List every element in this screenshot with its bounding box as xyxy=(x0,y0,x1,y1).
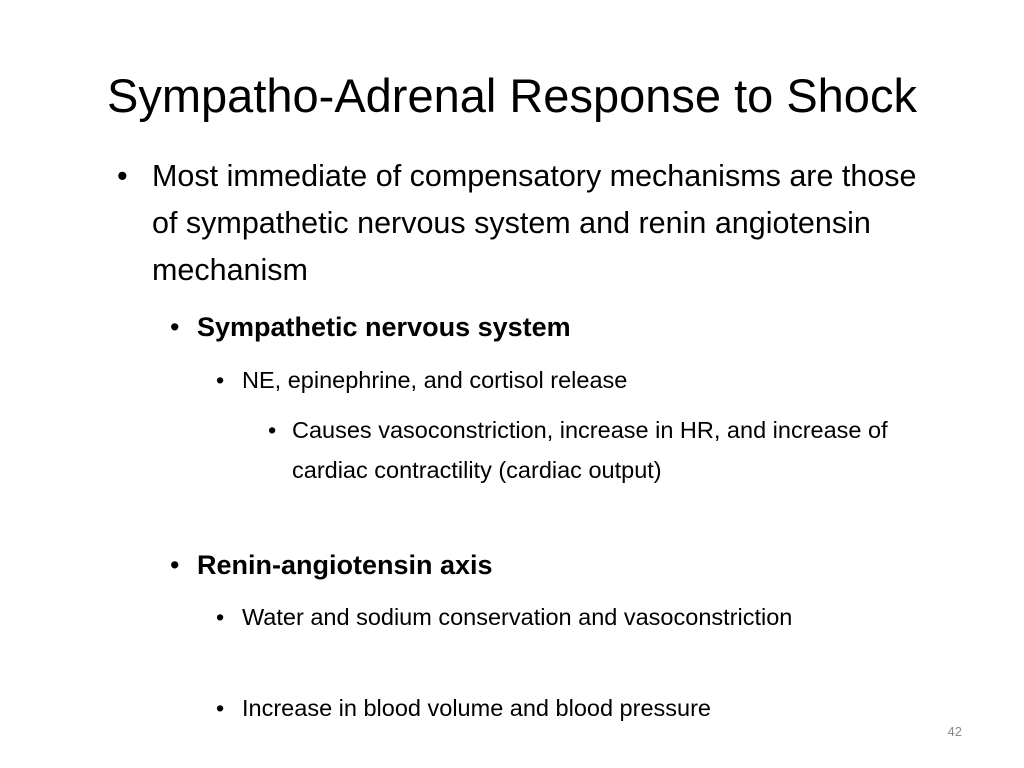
bullet-marker: • xyxy=(216,604,225,630)
bullet-text: NE, epinephrine, and cortisol release xyxy=(242,367,628,393)
slide-number: 42 xyxy=(947,724,962,739)
bullet-text: Causes vasoconstriction, increase in HR, and increase of cardiac contractility (cardiac output) xyxy=(292,417,888,483)
bullet-level-3 xyxy=(216,360,876,401)
bullet-marker: • xyxy=(216,695,225,721)
bullet-text: Renin-angiotensin axis xyxy=(197,550,493,580)
bullet-text: Most immediate of compensatory mechanisms are those of sympathetic nervous system and renin angiotensin mechanism xyxy=(152,159,917,287)
bullet-level-4 xyxy=(268,410,918,490)
bullet-marker: • xyxy=(117,159,128,193)
bullet-text: Water and sodium conservation and vasoconstriction xyxy=(242,604,793,630)
bullet-text: Sympathetic nervous system xyxy=(197,312,571,342)
bullet-marker: • xyxy=(170,312,180,342)
bullet-level-2 xyxy=(170,545,870,585)
bullet-marker: • xyxy=(268,417,277,443)
bullet-level-3 xyxy=(216,597,876,638)
bullet-level-1 xyxy=(117,153,917,294)
bullet-text: Increase in blood volume and blood pressure xyxy=(242,695,711,721)
bullet-level-3 xyxy=(216,688,876,729)
slide-title: Sympatho-Adrenal Response to Shock xyxy=(107,69,917,122)
bullet-marker: • xyxy=(170,550,180,580)
bullet-level-2 xyxy=(170,307,870,347)
bullet-marker: • xyxy=(216,367,225,393)
